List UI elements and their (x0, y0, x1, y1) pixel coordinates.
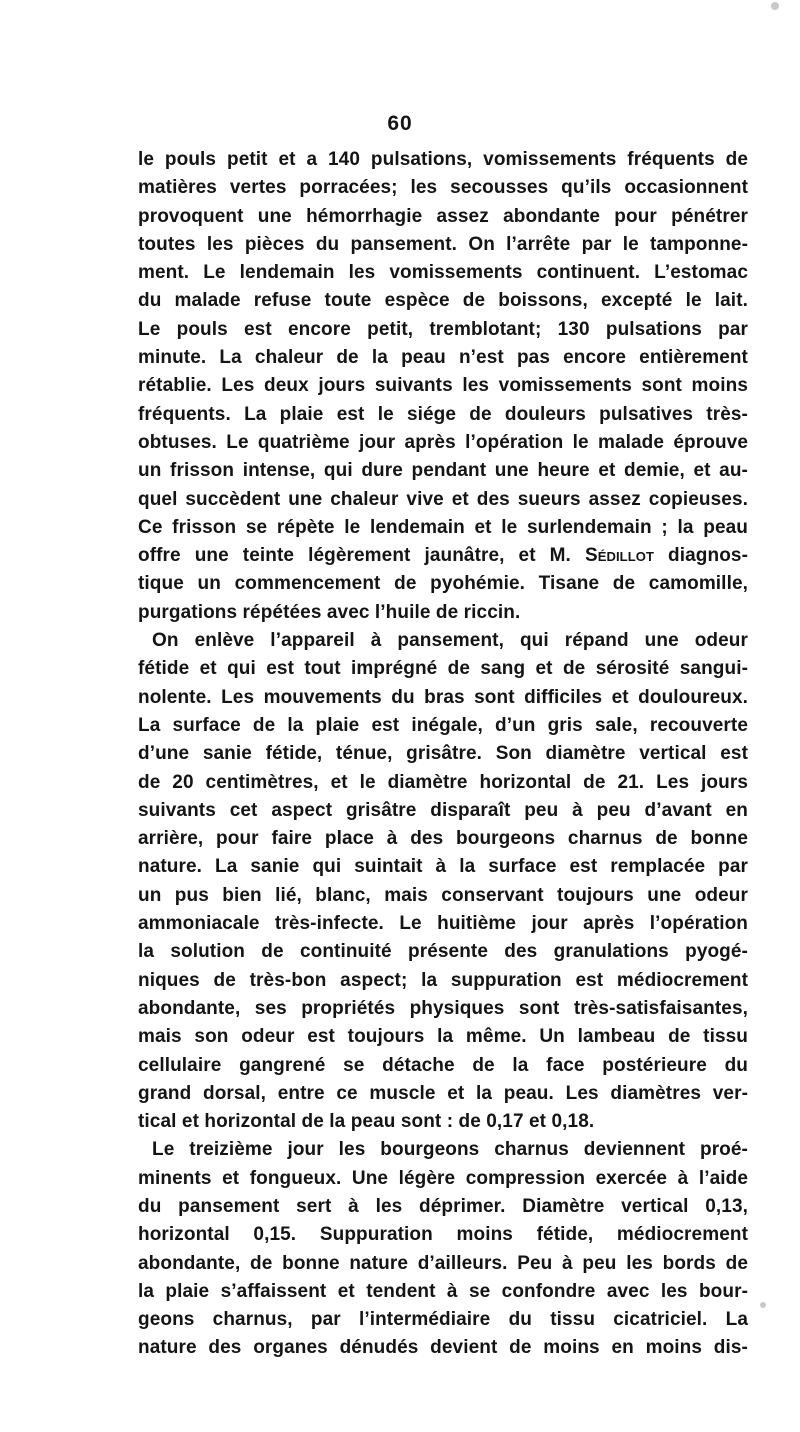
text-line: quel succèdent une chaleur vive et des sueurs assez copieuses. (138, 488, 748, 510)
text-line: grand dorsal, entre ce muscle et la peau. Les diamètres ver- (138, 1082, 748, 1104)
text-line: nolente. Les mouvements du bras sont difficiles et douloureux. (138, 686, 748, 708)
author-name: Sédillot (584, 545, 655, 567)
text-line: tique un commencement de pyohémie. Tisane de camomille, (138, 573, 748, 595)
text-line: purgations répétées avec l’huile de riccin. (138, 601, 521, 623)
text-line: un frisson intense, qui dure pendant une heure et demie, et au- (138, 460, 748, 482)
text-line: fréquents. La plaie est le siége de douleurs pulsatives très- (138, 403, 748, 425)
text-line: le pouls petit et a 140 pulsations, vomissements fréquents de (138, 149, 748, 170)
text-line: du malade refuse toute espèce de boissons, excepté le lait. (138, 290, 748, 312)
text-line: Ce frisson se répète le lendemain et le surlendemain ; la peau (138, 516, 748, 538)
text-line: La surface de la plaie est inégale, d’un gris sale, recouverte (138, 714, 748, 736)
text-line: la plaie s’affaissent et tendent à se confondre avec les bour- (138, 1280, 748, 1302)
text-line: du pansement sert à les déprimer. Diamètre vertical 0,13, (138, 1195, 748, 1217)
text-line: un pus bien lié, blanc, mais conservant toujours une odeur (138, 884, 748, 906)
page-number: 60 (387, 112, 413, 135)
text-line: abondante, de bonne nature d’ailleurs. Peu à peu les bords de (138, 1252, 748, 1274)
text-line: minute. La chaleur de la peau n’est pas encore entièrement (138, 347, 748, 369)
text-line: On enlève l’appareil à pansement, qui répand une odeur (152, 630, 748, 652)
text-line: Le treizième jour les bourgeons charnus deviennent proé- (152, 1139, 748, 1161)
text-line: Le pouls est encore petit, tremblotant; 130 pulsations par (138, 318, 748, 340)
text-line: toutes les pièces du pansement. On l’arrête par le tamponne- (138, 233, 748, 255)
text-line: nature. La sanie qui suintait à la surface est remplacée par (138, 856, 748, 878)
text-line: arrière, pour faire place à des bourgeons charnus de bonne (138, 828, 748, 850)
text-line: de 20 centimètres, et le diamètre horizontal de 21. Les jours (138, 771, 748, 793)
text-line: tical et horizontal de la peau sont : de 0,17 et 0,18. (138, 1111, 595, 1133)
text-line: d’une sanie fétide, ténue, grisâtre. Son diamètre vertical est (138, 743, 748, 765)
text-line: ment. Le lendemain les vomissements continuent. L’estomac (138, 262, 748, 284)
body-text (138, 146, 748, 1363)
text-line: cellulaire gangrené se détache de la face postérieure du (138, 1054, 748, 1076)
text-line: matières vertes porracées; les secousses qu’ils occasionnent (138, 177, 748, 199)
text-line: horizontal 0,15. Suppuration moins fétide, médiocrement (138, 1224, 748, 1246)
text-line: abondante, ses propriétés physiques sont très-satisfaisantes, (138, 997, 748, 1019)
text-line: rétablie. Les deux jours suivants les vomissements sont moins (138, 375, 748, 397)
text-line: mais son odeur est toujours la même. Un lambeau de tissu (138, 1026, 748, 1048)
text-line: ammoniacale très-infecte. Le huitième jour après l’opération (138, 913, 748, 935)
text-line: minents et fongueux. Une légère compression exercée à l’aide (138, 1167, 748, 1189)
text-line: niques de très-bon aspect; la suppuration est médiocrement (138, 969, 748, 991)
text-line: obtuses. Le quatrième jour après l’opération le malade éprouve (138, 431, 748, 453)
text-line: nature des organes dénudés devient de moins en moins dis- (138, 1337, 748, 1359)
scan-speck (771, 2, 779, 10)
text-line: suivants cet aspect grisâtre disparaît peu à peu d’avant en (138, 799, 748, 821)
text-line: geons charnus, par l’intermédiaire du tissu cicatriciel. La (138, 1309, 748, 1331)
text-line: fétide et qui est tout imprégné de sang et de sérosité sangui- (138, 658, 748, 680)
text-line: offre une teinte légèrement jaunâtre, et M. Sédillot diagnos- (138, 545, 748, 567)
text-line: la solution de continuité présente des granulations pyogé- (138, 941, 748, 963)
text-line: provoquent une hémorrhagie assez abondante pour pénétrer (138, 205, 748, 227)
scan-speck (760, 1302, 766, 1308)
